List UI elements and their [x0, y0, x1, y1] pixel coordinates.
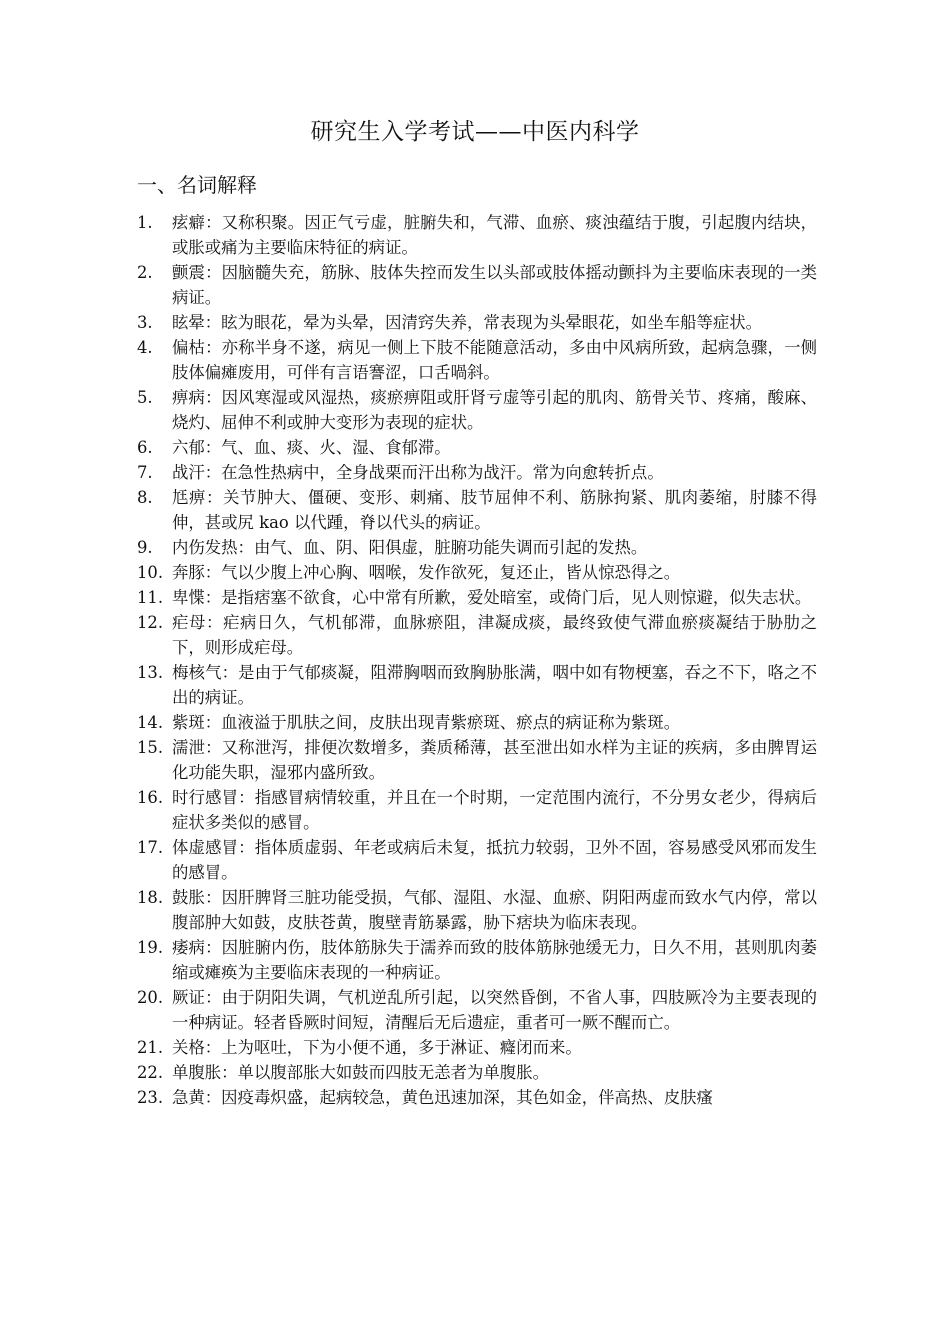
list-item — [137, 785, 817, 835]
list-item-definition: 颤震：因脑髓失充，筋脉、肢体失控而发生以头部或肢体摇动颤抖为主要临床表现的一类病证。 — [172, 263, 817, 307]
list-item — [137, 1060, 817, 1085]
list-item-number: 21. — [137, 1038, 164, 1057]
list-item-number: 13. — [137, 663, 164, 682]
list-item-number: 1. — [137, 213, 153, 232]
list-item-number: 11. — [137, 588, 164, 607]
document-title: 研究生入学考试——中医内科学 — [310, 119, 640, 145]
list-item — [137, 335, 817, 385]
list-item-definition: 战汗：在急性热病中，全身战栗而汗出称为战汗。常为向愈转折点。 — [172, 463, 664, 482]
list-item — [137, 260, 817, 310]
list-item — [137, 710, 817, 735]
list-item-definition: 痿病：因脏腑内伤，肢体筋脉失于濡养而致的肢体筋脉弛缓无力，日久不用，甚则肌肉萎缩或瘫痪为主要临床表现的一种病证。 — [172, 938, 817, 982]
list-item-definition: 濡泄：又称泄泻，排便次数增多，粪质稀薄，甚至泄出如水样为主证的疾病，多由脾胃运化功能失职，湿邪内盛所致。 — [172, 738, 817, 782]
list-item-number: 10. — [137, 563, 164, 582]
section-heading: 一、名词解释 — [137, 173, 257, 197]
list-item-definition: 急黄：因疫毒炽盛，起病较急，黄色迅速加深，其色如金，伴高热、皮肤瘙 — [172, 1088, 713, 1107]
list-item-definition: 单腹胀：单以腹部胀大如鼓而四肢无恙者为单腹胀。 — [172, 1063, 549, 1082]
list-item-number: 12. — [137, 613, 164, 632]
list-item — [137, 210, 817, 260]
list-item — [137, 735, 817, 785]
list-item-number: 9. — [137, 538, 153, 557]
list-item-number: 2. — [137, 263, 153, 282]
list-item-definition: 眩晕：眩为眼花，晕为头晕，因清窍失养，常表现为头晕眼花，如坐车船等症状。 — [172, 313, 763, 332]
list-item-number: 23. — [137, 1088, 164, 1107]
list-item-definition: 偏枯：亦称半身不遂，病见一侧上下肢不能随意活动，多由中风病所致，起病急骤，一侧肢体偏瘫废用，可伴有言语謇涩，口舌喎斜。 — [172, 338, 817, 382]
list-item — [137, 310, 817, 335]
list-item-number: 18. — [137, 888, 164, 907]
list-item-definition: 疟母：疟病日久，气机郁滞，血脉瘀阻，津凝成痰，最终致使气滞血瘀痰凝结于胁肋之下，则形成疟母。 — [172, 613, 817, 657]
list-item — [137, 385, 817, 435]
list-item — [137, 1035, 817, 1060]
list-item-definition: 体虚感冒：指体质虚弱、年老或病后未复，抵抗力较弱，卫外不固，容易感受风邪而发生的感冒。 — [172, 838, 817, 882]
list-item-number: 22. — [137, 1063, 164, 1082]
list-item-definition: 鼓胀：因肝脾肾三脏功能受损，气郁、湿阻、水湿、血瘀、阴阳两虚而致水气内停，常以腹部肿大如鼓，皮肤苍黄，腹壁青筋暴露，胁下痞块为临床表现。 — [172, 888, 817, 932]
list-item — [137, 610, 817, 660]
list-item — [137, 985, 817, 1035]
list-item-definition: 时行感冒：指感冒病情较重，并且在一个时期，一定范围内流行，不分男女老少，得病后症状多类似的感冒。 — [172, 788, 817, 832]
list-item-number: 4. — [137, 338, 153, 357]
list-item-definition: 痹病：因风寒湿或风湿热，痰瘀痹阻或肝肾亏虚等引起的肌肉、筋骨关节、疼痛，酸麻、烧灼、屈伸不利或肿大变形为表现的症状。 — [172, 388, 817, 432]
list-item — [137, 535, 817, 560]
list-item-definition: 关格：上为呕吐，下为小便不通，多于淋证、癃闭而来。 — [172, 1038, 582, 1057]
list-item — [137, 835, 817, 885]
list-item-number: 19. — [137, 938, 164, 957]
list-item-number: 8. — [137, 488, 153, 507]
list-item — [137, 485, 817, 535]
list-item — [137, 460, 817, 485]
list-item — [137, 660, 817, 710]
list-item-number: 14. — [137, 713, 164, 732]
list-item-number: 5. — [137, 388, 153, 407]
list-item-definition: 奔豚：气以少腹上冲心胸、咽喉，发作欲死，复还止，皆从惊恐得之。 — [172, 563, 681, 582]
list-item-definition: 六郁：气、血、痰、火、湿、食郁滞。 — [172, 438, 451, 457]
list-item-number: 6. — [137, 438, 153, 457]
list-item-definition: 内伤发热：由气、血、阴、阳俱虚，脏腑功能失调而引起的发热。 — [172, 538, 648, 557]
list-item-number: 20. — [137, 988, 164, 1007]
list-item — [137, 935, 817, 985]
list-item-definition: 厥证：由于阴阳失调，气机逆乱所引起，以突然昏倒，不省人事，四肢厥冷为主要表现的一种病证。轻者昏厥时间短，清醒后无后遗症，重者可一厥不醒而亡。 — [172, 988, 817, 1032]
list-item-definition: 卑惵：是指痞塞不欲食，心中常有所歉，爱处暗室，或倚门后，见人则惊避，似失志状。 — [172, 588, 812, 607]
list-item — [137, 1085, 817, 1110]
list-item — [137, 885, 817, 935]
list-item-number: 3. — [137, 313, 153, 332]
list-item-definition: 痃癖：又称积聚。因正气亏虚，脏腑失和，气滞、血瘀、痰浊蕴结于腹，引起腹内结块，或胀或痛为主要临床特征的病证。 — [172, 213, 817, 257]
list-item-definition: 尪痹：关节肿大、僵硬、变形、刺痛、肢节屈伸不利、筋脉拘紧、肌肉萎缩，肘膝不得伸，甚或尻 kao 以代踵，脊以代头的病证。 — [172, 488, 817, 532]
list-item-definition: 紫斑：血液溢于肌肤之间，皮肤出现青紫瘀斑、瘀点的病证称为紫斑。 — [172, 713, 681, 732]
term-definition-list — [137, 210, 817, 1110]
list-item-number: 15. — [137, 738, 164, 757]
list-item-definition: 梅核气：是由于气郁痰凝，阻滞胸咽而致胸胁胀满，咽中如有物梗塞，吞之不下，咯之不出的病证。 — [172, 663, 817, 707]
list-item-number: 16. — [137, 788, 164, 807]
list-item-number: 7. — [137, 463, 153, 482]
list-item-number: 17. — [137, 838, 164, 857]
list-item — [137, 585, 817, 610]
list-item — [137, 560, 817, 585]
list-item — [137, 435, 817, 460]
